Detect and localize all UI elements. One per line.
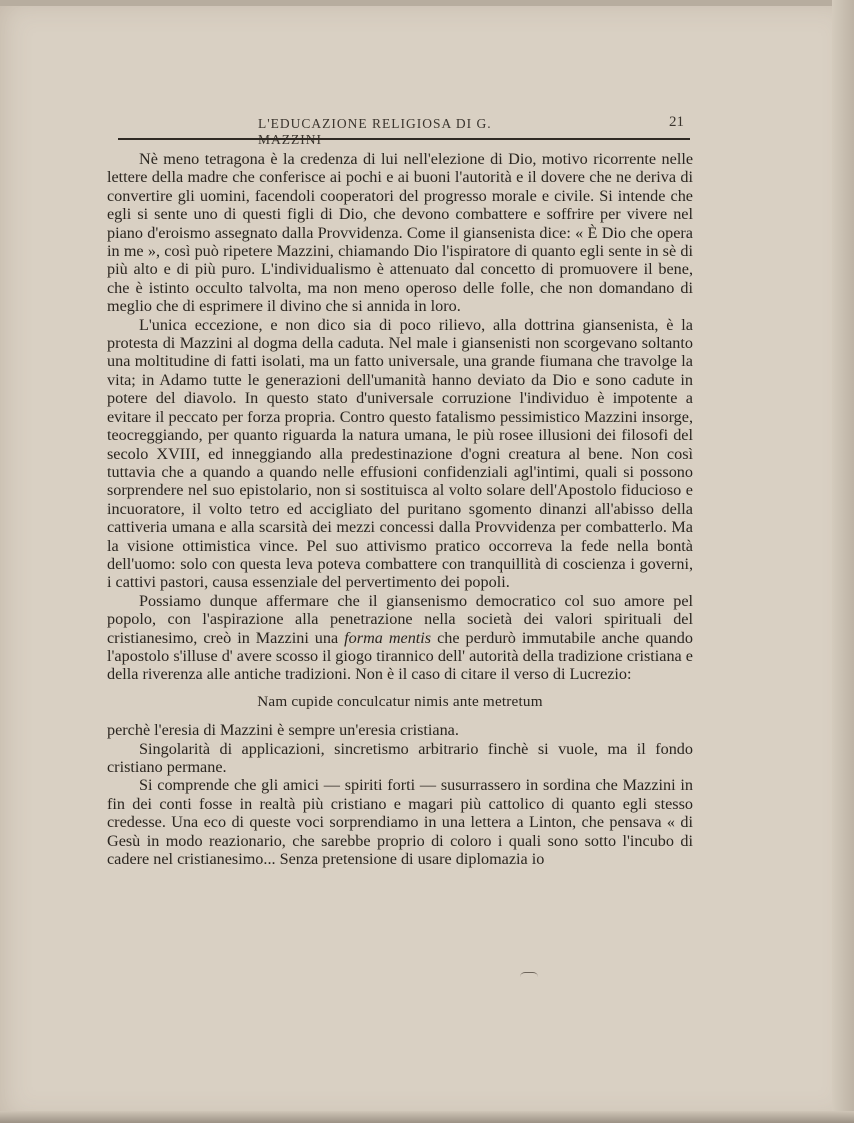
lucretius-quote: Nam cupide conculcatur nimis ante metretum xyxy=(257,692,543,710)
forma-mentis-italic: forma mentis xyxy=(344,628,432,647)
page-header xyxy=(118,113,688,135)
paragraph-5: Singolarità di applicazioni, sincretismo arbitrario finchè si vuole, ma il fondo cristiano permane. xyxy=(107,739,693,776)
paragraph-4: perchè l'eresia di Mazzini è sempre un'eresia cristiana. xyxy=(107,721,459,740)
header-rule xyxy=(118,138,690,140)
body-text xyxy=(107,150,693,868)
pencil-mark xyxy=(520,972,538,977)
paragraph-2: L'unica eccezione, e non dico sia di poco rilievo, alla dottrina giansenista, è la protesta di Mazzini al dogma della caduta. Nel male i giansenisti non scorgevano soltanto una moltitudine di fatti isolati, ma un fatto universale, una grande fiumana che travolge la vita; in Adamo tutte le generazioni dell'umanità hanno deviato da Dio e sono cadute in potere del diavolo. In questo stato d'universale corruzione l'individuo è impotente a evitare il peccato per forza propria. Contro questo fatalismo pessimistico Mazzini insorge, teocreggiando, per quanto riguarda la natura umana, le più rosee illusioni dei filosofi del secolo XVIII, ed inneggiando alla predestinazione d'ogni creatura al bene. Non così tuttavia che a quando a quando nelle effusioni confidenziali agl'intimi, quali si possono sorprendere nel suo epistolario, non si sostituisca al volto solare dell'Apostolo fiducioso e incuoratore, il volto tetro ed accigliato del puritano sgomento dinanzi all'abisso della cattiveria umana e alla scarsità dei mezzi concessi dalla Provvidenza per combatterlo. Ma la visione ottimistica vince. Pel suo attivismo pratico occorreva la fede nella bontà dell'uomo: solo con questa leva poteva combattere con tranquillità di coscienza i governi, i cattivi pastori, causa essenziale del pervertimento dei popoli. xyxy=(107,315,693,592)
page-number: 21 xyxy=(669,114,684,130)
paragraph-3-after: che perdurò immutabile anche quando l'apostolo s'illuse d' avere scosso il giogo tirannico dell' autorità della tradizione cristiana e della riverenza alle antiche tradizioni. Non è il caso di citare il verso di Lucrezio: xyxy=(107,628,693,684)
paragraph-3 xyxy=(107,592,693,684)
paragraph-6: Si comprende che gli amici — spiriti forti — susurrassero in sordina che Mazzini in fin dei conti fosse in realtà più cristiano e magari più cattolico di quanto egli stesso credesse. Una eco di queste voci sorprendiamo in una lettera a Linton, che pensava « di Gesù in modo reazionario, che sarebbe proprio di coloro i quali sono sotto l'incubo di cadere nel cristianesimo... Senza pretensione di usare diplomazia io xyxy=(107,776,693,869)
paragraph-1: Nè meno tetragona è la credenza di lui nell'elezione di Dio, motivo ricorrente nelle lettere della madre che conferisce ai pochi e ai buoni l'autorità e il dovere che ne deriva di convertire gli uomini, facendoli cooperatori del progresso morale e civile. Si intende che egli si sente uno di questi figli di Dio, che devono combattere e soffrire per vivere nel piano d'eroismo assegnato dalla Provvidenza. Come il giansenista dice: « È Dio che opera in me », così può ripetere Mazzini, chiamando Dio l'ispiratore di quanto egli sente in sè di più alto e di più puro. L'individualismo è attenuato dal concetto di promuovere il bene, che è istinto occulto talvolta, ma non meno operoso delle folle, che non domandano di meglio che di esprimere il divino che si annida in loro. xyxy=(107,150,693,316)
page-right-edge xyxy=(832,0,854,1123)
paragraph-3-before: Possiamo dunque affermare che il giansenismo democratico col suo amore pel popolo, con l'aspirazione alla penetrazione nella società dei valori spirituali del cristianesimo, creò in Mazzini una xyxy=(107,591,693,647)
page-bottom-edge xyxy=(0,1111,854,1123)
running-head: L'EDUCAZIONE RELIGIOSA DI G. xyxy=(258,116,492,131)
page-top-edge xyxy=(0,0,854,6)
